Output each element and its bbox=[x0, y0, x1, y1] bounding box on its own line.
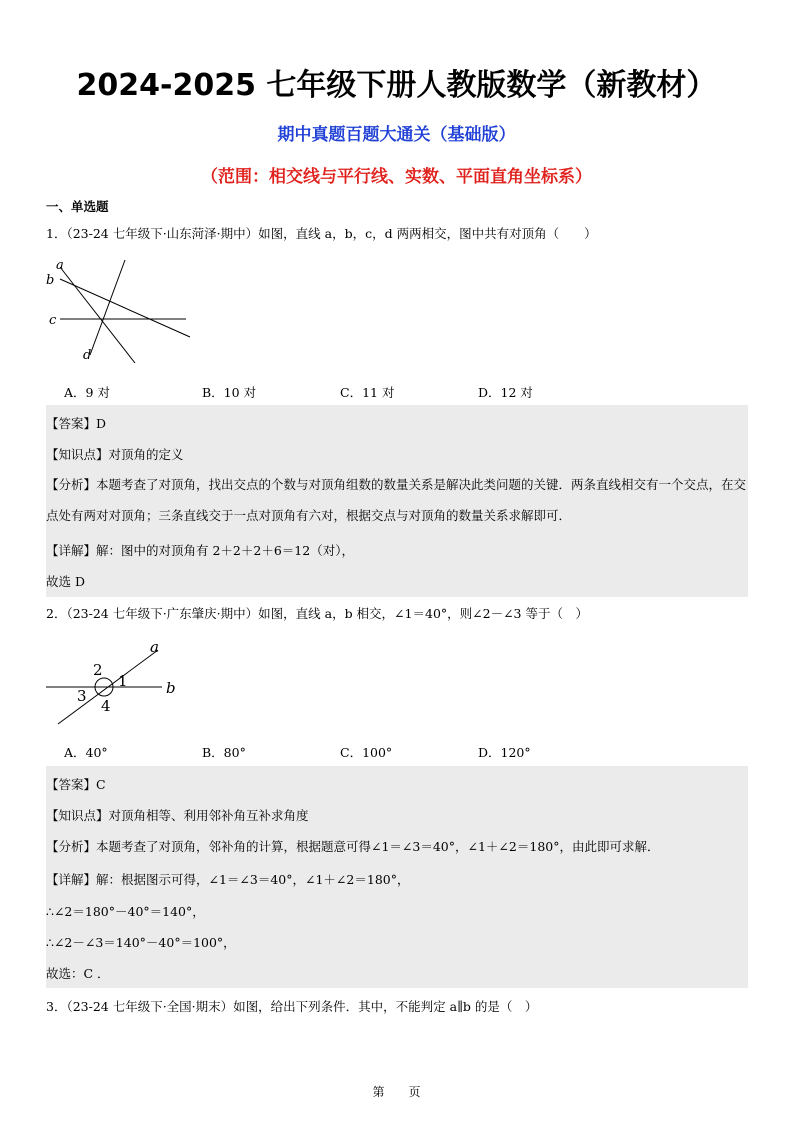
line-d bbox=[90, 260, 125, 355]
label-b: b bbox=[166, 679, 176, 697]
step-2: ∴∠2－∠3＝140°－40°＝100°， bbox=[46, 935, 236, 950]
question-3-stem: 3．（23-24 七年级下·全国·期末）如图，给出下列条件．其中，不能判定 a∥b 的是（ ） bbox=[46, 999, 538, 1014]
knowledge-point: 【知识点】对顶角相等、利用邻补角互补求角度 bbox=[46, 808, 309, 823]
question-1-options bbox=[64, 383, 616, 401]
label-3: 3 bbox=[77, 687, 87, 705]
question-2-options bbox=[64, 743, 616, 761]
question-2-figure bbox=[40, 638, 190, 728]
conclusion: 故选 D bbox=[46, 574, 85, 589]
analysis: 【分析】本题考查了对顶角，找出交点的个数与对顶角组数的数量关系是解决此类问题的关键．两条直线相交有一个交点，在交点处有两对对顶角；三条直线交于一点对顶角有六对，根据交点与对顶角的数量关系求解即可． bbox=[46, 477, 747, 523]
option-d[interactable]: D．12 对 bbox=[478, 385, 533, 400]
line-b bbox=[60, 279, 190, 337]
step-1: ∴∠2＝180°－40°＝140°， bbox=[46, 904, 205, 919]
label-a: a bbox=[56, 258, 64, 273]
label-d: d bbox=[83, 348, 92, 363]
section-heading: 一、单选题 bbox=[46, 199, 109, 214]
question-1-stem: 1．（23-24 七年级下·山东菏泽·期中）如图，直线 a，b，c，d 两两相交，图中共有对顶角（ ） bbox=[46, 226, 597, 241]
label-c: c bbox=[49, 313, 57, 328]
document-title: 2024-2025 七年级下册人教版数学（新教材） bbox=[76, 68, 717, 103]
option-c[interactable]: C．11 对 bbox=[340, 385, 395, 400]
option-a[interactable]: A．40° bbox=[64, 745, 108, 760]
analysis: 【分析】本题考查了对顶角，邻补角的计算，根据题意可得∠1＝∠3＝40°，∠1＋∠2＝180°，由此即可求解． bbox=[46, 839, 660, 854]
option-c[interactable]: C．100° bbox=[340, 745, 393, 760]
question-1-answer-box bbox=[46, 405, 748, 597]
answer: 【答案】C bbox=[46, 777, 106, 792]
label-4: 4 bbox=[101, 697, 111, 715]
label-b: b bbox=[46, 273, 55, 288]
conclusion: 故选：C ． bbox=[46, 966, 110, 981]
label-2: 2 bbox=[93, 661, 103, 679]
detail: 【详解】解：图中的对顶角有 2＋2＋2＋6＝12（对）， bbox=[46, 543, 354, 558]
answer: 【答案】D bbox=[46, 416, 107, 431]
label-a: a bbox=[150, 638, 159, 656]
option-b[interactable]: B．10 对 bbox=[202, 385, 257, 400]
document-range: （范围：相交线与平行线、实数、平面直角坐标系） bbox=[201, 167, 592, 187]
question-1-figure bbox=[40, 255, 200, 363]
document-subtitle: 期中真题百题大通关（基础版） bbox=[277, 125, 516, 145]
page-footer: 第 页 bbox=[372, 1085, 421, 1099]
option-a[interactable]: A．9 对 bbox=[64, 385, 110, 400]
detail: 【详解】解：根据图示可得，∠1＝∠3＝40°，∠1＋∠2＝180°， bbox=[46, 872, 410, 887]
option-b[interactable]: B．80° bbox=[202, 745, 246, 760]
line-a bbox=[60, 267, 135, 363]
knowledge-point: 【知识点】对顶角的定义 bbox=[46, 447, 184, 462]
option-d[interactable]: D．120° bbox=[478, 745, 531, 760]
label-1: 1 bbox=[118, 672, 128, 690]
question-2-answer-box bbox=[46, 766, 748, 988]
question-2-stem: 2．（23-24 七年级下·广东肇庆·期中）如图，直线 a，b 相交，∠1＝40°，则∠2－∠3 等于（ ） bbox=[46, 606, 588, 621]
